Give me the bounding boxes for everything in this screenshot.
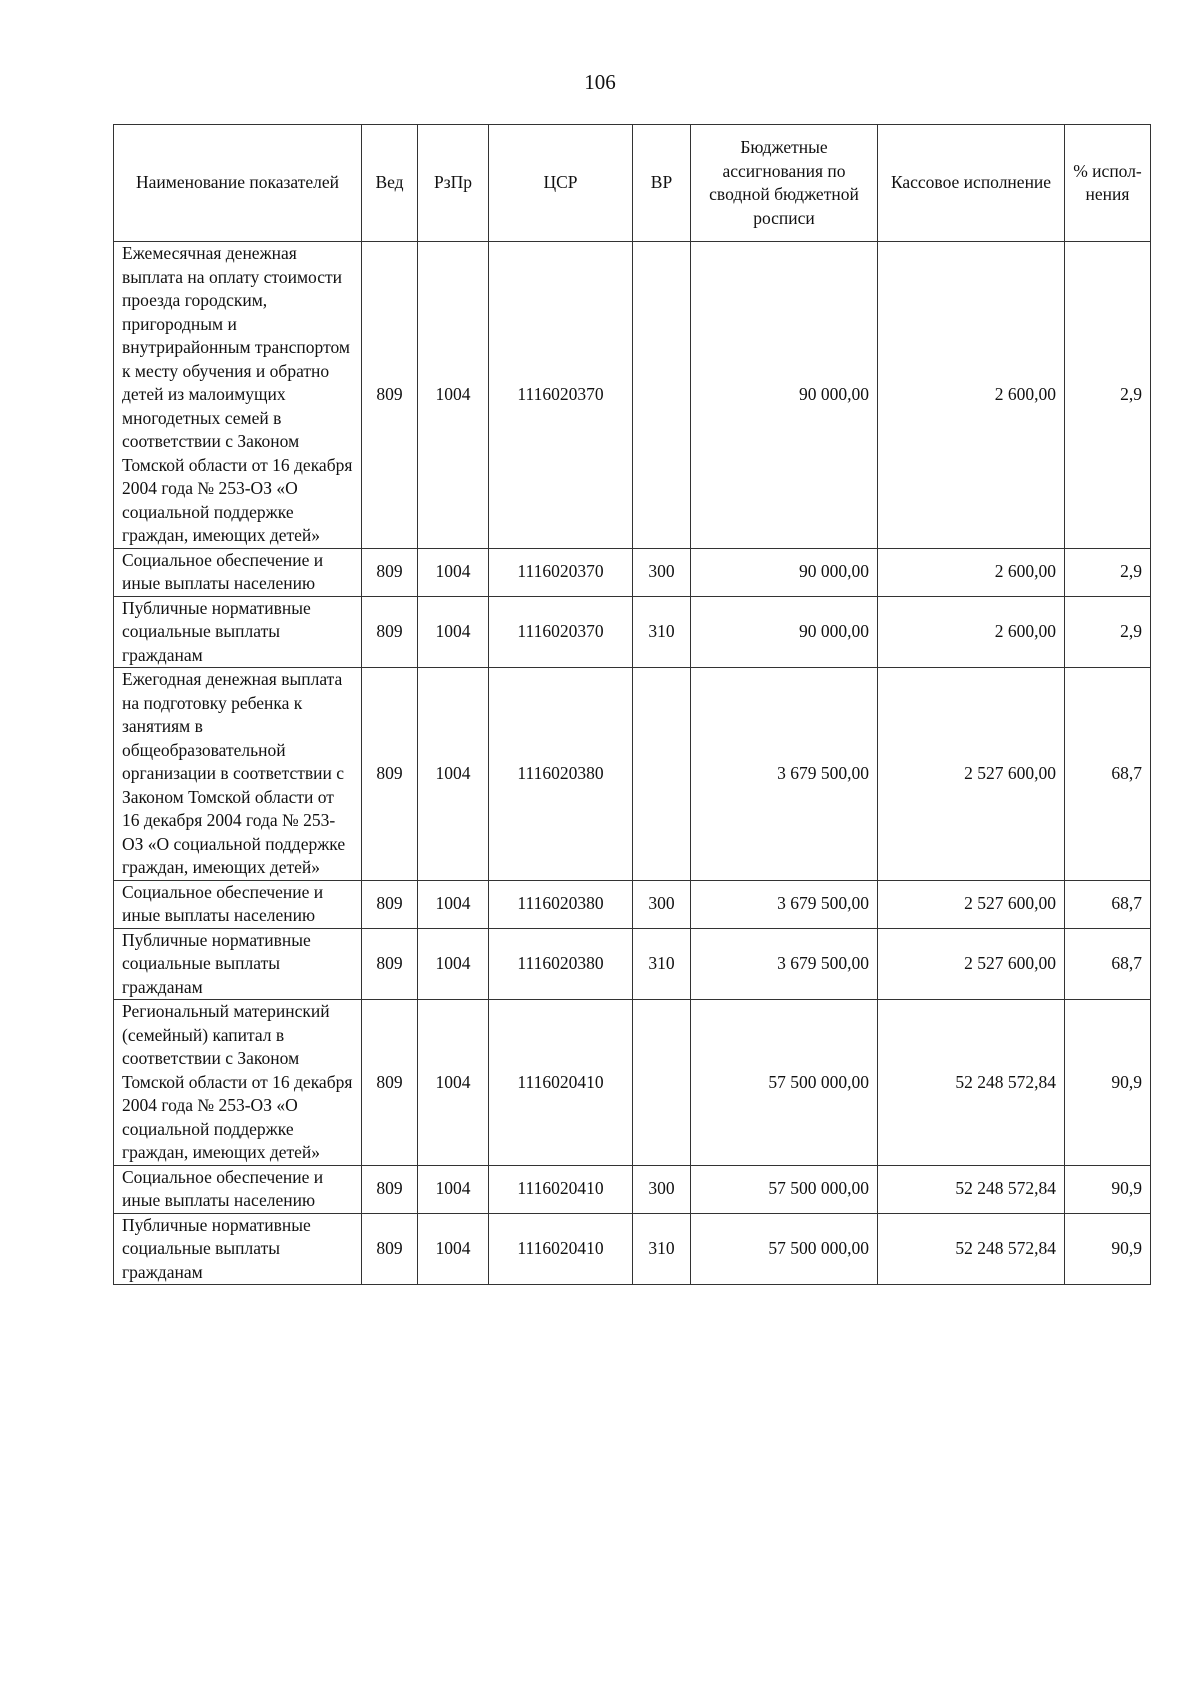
row-name: Публичные нормативные социальные выплаты гражданам — [114, 596, 362, 668]
header-fact: Кассовое исполнение — [878, 125, 1065, 242]
row-fact: 2 527 600,00 — [878, 668, 1065, 881]
row-csr: 1116020380 — [489, 928, 633, 1000]
row-ved: 809 — [362, 668, 418, 881]
row-rzpr: 1004 — [418, 548, 489, 596]
table-row — [114, 1165, 1151, 1213]
row-pct: 2,9 — [1065, 548, 1151, 596]
row-fact: 2 527 600,00 — [878, 928, 1065, 1000]
row-rzpr: 1004 — [418, 1000, 489, 1166]
table-row — [114, 668, 1151, 881]
row-pct: 68,7 — [1065, 928, 1151, 1000]
row-name: Публичные нормативные социальные выплаты гражданам — [114, 928, 362, 1000]
table-row — [114, 928, 1151, 1000]
table-row — [114, 548, 1151, 596]
header-csr: ЦСР — [489, 125, 633, 242]
row-ved: 809 — [362, 1213, 418, 1285]
budget-table — [113, 124, 1151, 1285]
row-name: Ежегодная денежная выплата на подготовку ребенка к занятиям в общеобразовательной организации в соответствии с Законом Томской области от 16 декабря 2004 года № 253-ОЗ «О социальной поддержке граждан, имеющих детей» — [114, 668, 362, 881]
table-header-row — [114, 125, 1151, 242]
row-csr: 1116020370 — [489, 548, 633, 596]
row-pct: 2,9 — [1065, 596, 1151, 668]
row-rzpr: 1004 — [418, 1213, 489, 1285]
row-plan: 90 000,00 — [691, 242, 878, 549]
row-csr: 1116020380 — [489, 880, 633, 928]
row-plan: 3 679 500,00 — [691, 668, 878, 881]
row-pct: 90,9 — [1065, 1000, 1151, 1166]
row-csr: 1116020410 — [489, 1000, 633, 1166]
row-fact: 52 248 572,84 — [878, 1213, 1065, 1285]
row-vr: 300 — [633, 1165, 691, 1213]
row-fact: 52 248 572,84 — [878, 1165, 1065, 1213]
row-rzpr: 1004 — [418, 880, 489, 928]
table-row — [114, 596, 1151, 668]
header-pct: % испол-нения — [1065, 125, 1151, 242]
row-ved: 809 — [362, 1165, 418, 1213]
row-csr: 1116020380 — [489, 668, 633, 881]
row-plan: 57 500 000,00 — [691, 1213, 878, 1285]
row-ved: 809 — [362, 596, 418, 668]
row-fact: 2 527 600,00 — [878, 880, 1065, 928]
header-name: Наименование показателей — [114, 125, 362, 242]
row-vr — [633, 1000, 691, 1166]
header-ved: Вед — [362, 125, 418, 242]
header-plan: Бюджетные ассигнования по сводной бюджетной росписи — [691, 125, 878, 242]
row-rzpr: 1004 — [418, 242, 489, 549]
row-csr: 1116020410 — [489, 1165, 633, 1213]
row-vr — [633, 668, 691, 881]
page-number: 106 — [584, 70, 616, 94]
row-rzpr: 1004 — [418, 596, 489, 668]
table-row — [114, 1213, 1151, 1285]
row-ved: 809 — [362, 1000, 418, 1166]
row-fact: 52 248 572,84 — [878, 1000, 1065, 1166]
row-name: Региональный материнский (семейный) капитал в соответствии с Законом Томской области от 16 декабря 2004 года № 253-ОЗ «О социальной поддержке граждан, имеющих детей» — [114, 1000, 362, 1166]
row-name: Социальное обеспечение и иные выплаты населению — [114, 1165, 362, 1213]
table-row — [114, 1000, 1151, 1166]
row-csr: 1116020370 — [489, 596, 633, 668]
table-row — [114, 880, 1151, 928]
row-plan: 90 000,00 — [691, 596, 878, 668]
row-vr: 310 — [633, 928, 691, 1000]
row-fact: 2 600,00 — [878, 242, 1065, 549]
row-pct: 90,9 — [1065, 1165, 1151, 1213]
row-ved: 809 — [362, 880, 418, 928]
row-ved: 809 — [362, 242, 418, 549]
row-pct: 90,9 — [1065, 1213, 1151, 1285]
header-vr: ВР — [633, 125, 691, 242]
row-plan: 3 679 500,00 — [691, 880, 878, 928]
row-vr — [633, 242, 691, 549]
row-plan: 57 500 000,00 — [691, 1165, 878, 1213]
row-csr: 1116020410 — [489, 1213, 633, 1285]
row-pct: 2,9 — [1065, 242, 1151, 549]
row-plan: 90 000,00 — [691, 548, 878, 596]
row-pct: 68,7 — [1065, 668, 1151, 881]
row-vr: 300 — [633, 548, 691, 596]
row-ved: 809 — [362, 548, 418, 596]
row-fact: 2 600,00 — [878, 548, 1065, 596]
row-plan: 3 679 500,00 — [691, 928, 878, 1000]
row-vr: 300 — [633, 880, 691, 928]
row-rzpr: 1004 — [418, 928, 489, 1000]
row-plan: 57 500 000,00 — [691, 1000, 878, 1166]
row-ved: 809 — [362, 928, 418, 1000]
row-fact: 2 600,00 — [878, 596, 1065, 668]
table-row — [114, 242, 1151, 549]
row-rzpr: 1004 — [418, 668, 489, 881]
row-name: Социальное обеспечение и иные выплаты населению — [114, 548, 362, 596]
row-vr: 310 — [633, 596, 691, 668]
row-name: Социальное обеспечение и иные выплаты населению — [114, 880, 362, 928]
row-pct: 68,7 — [1065, 880, 1151, 928]
row-rzpr: 1004 — [418, 1165, 489, 1213]
header-rzpr: РзПр — [418, 125, 489, 242]
row-name: Ежемесячная денежная выплата на оплату стоимости проезда городским, пригородным и внутрирайонным транспортом к месту обучения и обратно детей из малоимущих многодетных семей в соответствии с Законом Томской области от 16 декабря 2004 года № 253-ОЗ «О социальной поддержке граждан, имеющих детей» — [114, 242, 362, 549]
row-vr: 310 — [633, 1213, 691, 1285]
row-name: Публичные нормативные социальные выплаты гражданам — [114, 1213, 362, 1285]
row-csr: 1116020370 — [489, 242, 633, 549]
